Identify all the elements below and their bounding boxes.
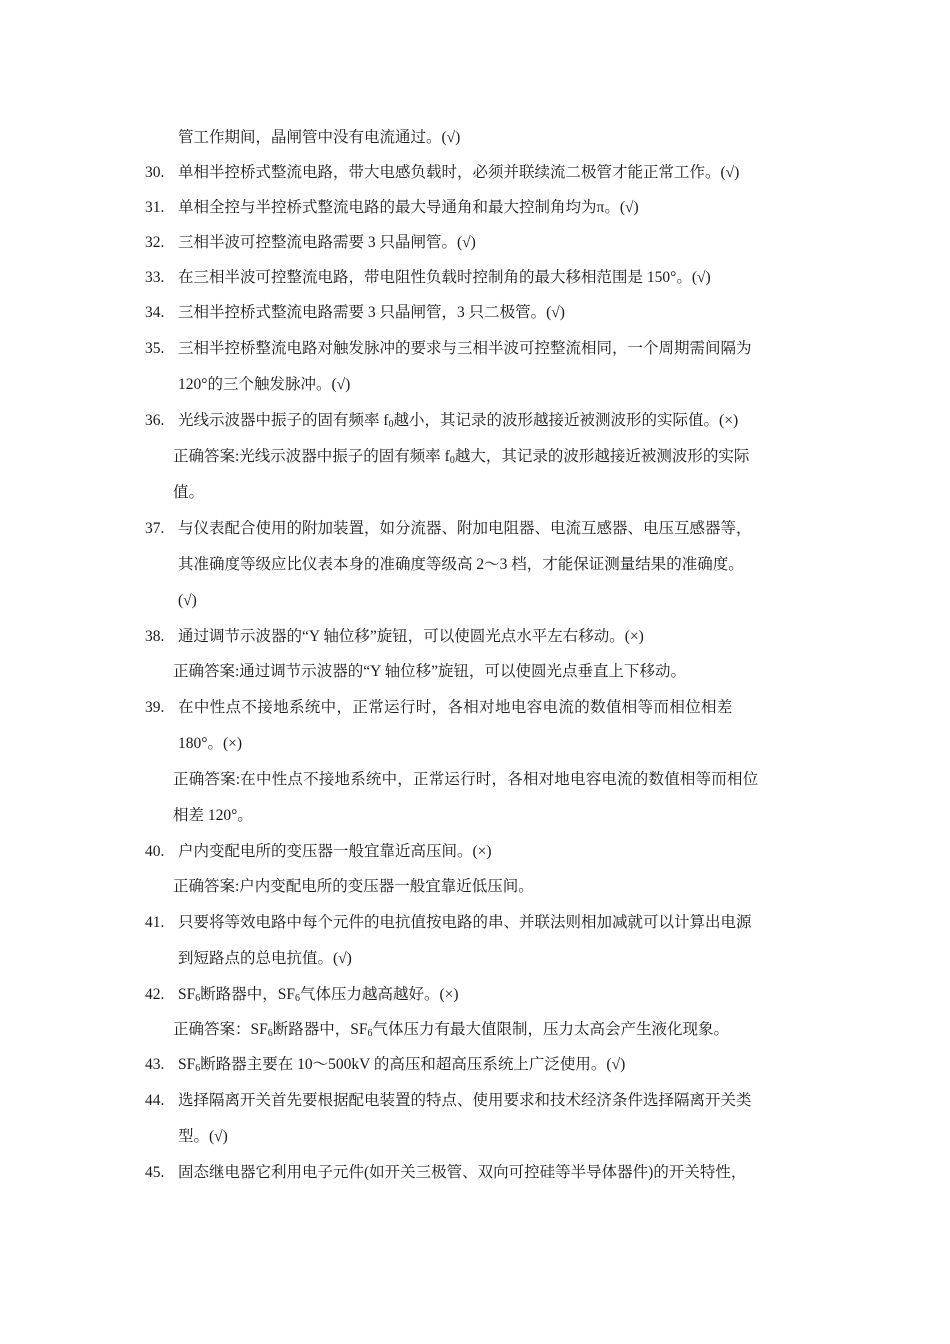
item-number: 41. [145,914,165,931]
item-number: 40. [145,843,165,860]
item-number: 31. [145,199,165,216]
item-number: 30. [145,164,165,181]
item-text: 通过调节示波器的“Y 轴位移”旋钮，可以使圆光点水平左右移动。(×) [178,628,644,645]
item-text-continuation: (√) [178,592,197,609]
item-text: 在中性点不接地系统中，正常运行时，各相对地电容电流的数值相等而相位相差 [178,699,733,716]
correct-answer: 正确答案:通过调节示波器的“Y 轴位移”旋钮，可以使圆光点垂直上下移动。 [173,663,687,680]
item-text: 只要将等效电路中每个元件的电抗值按电路的串、并联法则相加减就可以计算出电源 [178,914,752,931]
item-number: 34. [145,304,165,321]
item-text-continuation: 180°。(×) [178,735,243,752]
item-text-continuation: 其准确度等级应比仪表本身的准确度等级高 2～3 档，才能保证测量结果的准确度。 [178,556,744,573]
item-number: 33. [145,269,165,286]
item-text: 三相半控桥式整流电路需要 3 只晶闸管，3 只二极管。(√) [178,304,565,321]
correct-answer-continuation: 相差 120°。 [173,807,253,824]
item-number: 36. [145,412,165,429]
item-text-continuation: 到短路点的总电抗值。(√) [178,950,352,967]
item-number: 38. [145,628,165,645]
item-number: 45. [145,1164,165,1181]
item-number: 42. [145,986,165,1003]
item-text: $SF_6$断路器主要在 10～500kV 的高压和超高压系统上广泛使用。(√) [178,1056,626,1074]
item-number: 37. [145,520,165,537]
item-text: 与仪表配合使用的附加装置，如分流器、附加电阻器、电流互感器、电压互感器等， [178,520,752,537]
correct-answer: 正确答案：$SF_6$断路器中，$SF_6$气体压力有最大值限制，压力太高会产生液化现象。 [173,1021,730,1039]
item-text: 选择隔离开关首先要根据配电装置的特点、使用要求和技术经济条件选择隔离开关类 [178,1092,752,1109]
item-number: 35. [145,340,165,357]
correct-answer-continuation: 值。 [173,484,205,501]
correct-answer: 正确答案:光线示波器中振子的固有频率 $f_0$越大，其记录的波形越接近被测波形的实际 [173,448,750,466]
item-text-continuation: 120°的三个触发脉冲。(√) [178,376,351,393]
item-text: 户内变配电所的变压器一般宜靠近高压间。(×) [178,843,492,860]
text-line [178,128,460,148]
item-text: 固态继电器它利用电子元件(如开关三极管、双向可控硅等半导体器件)的开关特性， [178,1164,747,1181]
item-text: $SF_6$断路器中，$SF_6$气体压力越高越好。(×) [178,986,459,1004]
item-text-continuation: 型。(√) [178,1128,228,1145]
correct-answer: 正确答案:在中性点不接地系统中，正常运行时，各相对地电容电流的数值相等而相位 [173,771,759,788]
item-number: 43. [145,1056,165,1073]
item-number: 32. [145,234,165,251]
item-number: 44. [145,1092,165,1109]
line-text: 管工作期间，晶闸管中没有电流通过。(√) [178,129,461,146]
item-text: 单相半控桥式整流电路，带大电感负载时，必须并联续流二极管才能正常工作。(√) [178,164,740,181]
item-text: 在三相半波可控整流电路，带电阻性负载时控制角的最大移相范围是 150°。(√) [178,269,711,286]
item-text: 三相半波可控整流电路需要 3 只晶闸管。(√) [178,234,476,251]
item-text: 单相全控与半控桥式整流电路的最大导通角和最大控制角均为π。(√) [178,199,639,216]
item-text: 光线示波器中振子的固有频率 $f_0$越小，其记录的波形越接近被测波形的实际值。(×) [178,412,739,430]
item-number: 39. [145,699,165,716]
correct-answer: 正确答案:户内变配电所的变压器一般宜靠近低压间。 [173,878,534,895]
item-text: 三相半控桥整流电路对触发脉冲的要求与三相半波可控整流相同，一个周期需间隔为 [178,340,752,357]
